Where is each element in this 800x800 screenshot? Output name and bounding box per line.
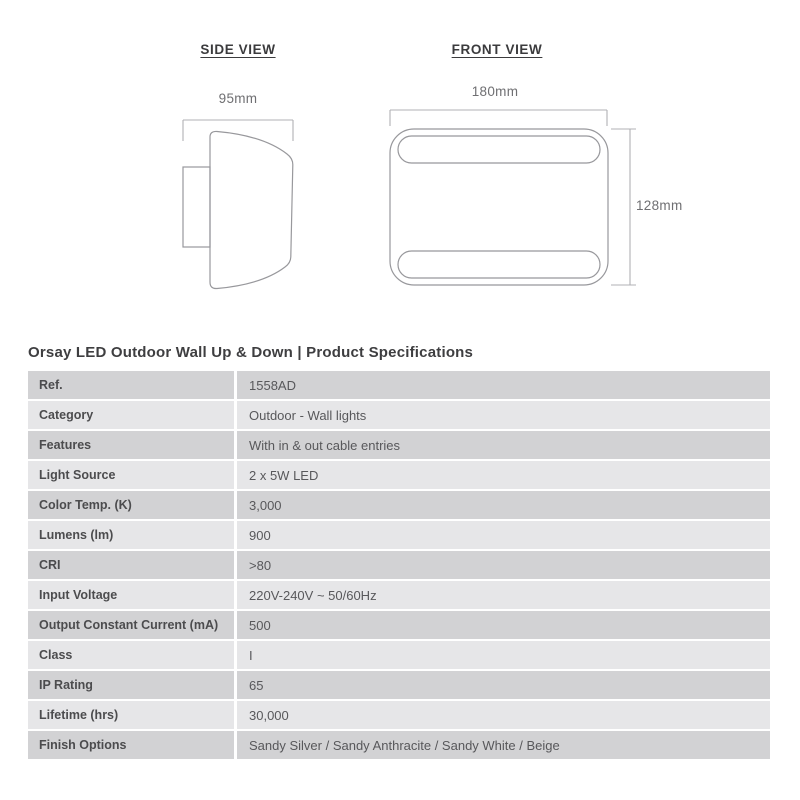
spec-label: Light Source — [28, 461, 234, 489]
table-row-finish-options — [28, 731, 770, 759]
spec-value: Sandy Silver / Sandy Anthracite / Sandy White / Beige — [237, 731, 770, 759]
table-row-cri — [28, 551, 770, 579]
spec-label: Input Voltage — [28, 581, 234, 609]
side-view-heading: SIDE VIEW — [200, 42, 276, 57]
table-row-light-source — [28, 461, 770, 489]
table-row-color-temp — [28, 491, 770, 519]
table-row-features — [28, 431, 770, 459]
side-view-drawing — [160, 110, 330, 300]
spec-value: With in & out cable entries — [237, 431, 770, 459]
table-row-ref — [28, 371, 770, 399]
spec-value: 65 — [237, 671, 770, 699]
spec-label: Category — [28, 401, 234, 429]
spec-label: Ref. — [28, 371, 234, 399]
spec-value: 2 x 5W LED — [237, 461, 770, 489]
front-view-width-dimension: 180mm — [471, 84, 519, 99]
spec-table — [28, 371, 770, 761]
spec-label: CRI — [28, 551, 234, 579]
spec-label: Features — [28, 431, 234, 459]
front-view-heading: FRONT VIEW — [451, 42, 543, 57]
spec-value: 1558AD — [237, 371, 770, 399]
spec-value: >80 — [237, 551, 770, 579]
side-view-width-dimension: 95mm — [218, 91, 258, 106]
spec-label: Output Constant Current (mA) — [28, 611, 234, 639]
spec-label: Lumens (lm) — [28, 521, 234, 549]
spec-value: 3,000 — [237, 491, 770, 519]
table-row-ip-rating — [28, 671, 770, 699]
spec-label: IP Rating — [28, 671, 234, 699]
spec-value: 30,000 — [237, 701, 770, 729]
front-view-drawing — [380, 80, 690, 295]
table-row-output-current — [28, 611, 770, 639]
table-row-class — [28, 641, 770, 669]
table-row-lifetime — [28, 701, 770, 729]
table-row-lumens — [28, 521, 770, 549]
spec-label: Lifetime (hrs) — [28, 701, 234, 729]
page-title: Orsay LED Outdoor Wall Up & Down | Product Specifications — [28, 344, 474, 361]
spec-value: Outdoor - Wall lights — [237, 401, 770, 429]
spec-value: I — [237, 641, 770, 669]
spec-value: 900 — [237, 521, 770, 549]
spec-value: 500 — [237, 611, 770, 639]
spec-label: Finish Options — [28, 731, 234, 759]
spec-label: Color Temp. (K) — [28, 491, 234, 519]
spec-value: 220V-240V ~ 50/60Hz — [237, 581, 770, 609]
front-view-height-dimension: 128mm — [636, 198, 683, 213]
table-row-category — [28, 401, 770, 429]
spec-label: Class — [28, 641, 234, 669]
table-row-input-voltage — [28, 581, 770, 609]
